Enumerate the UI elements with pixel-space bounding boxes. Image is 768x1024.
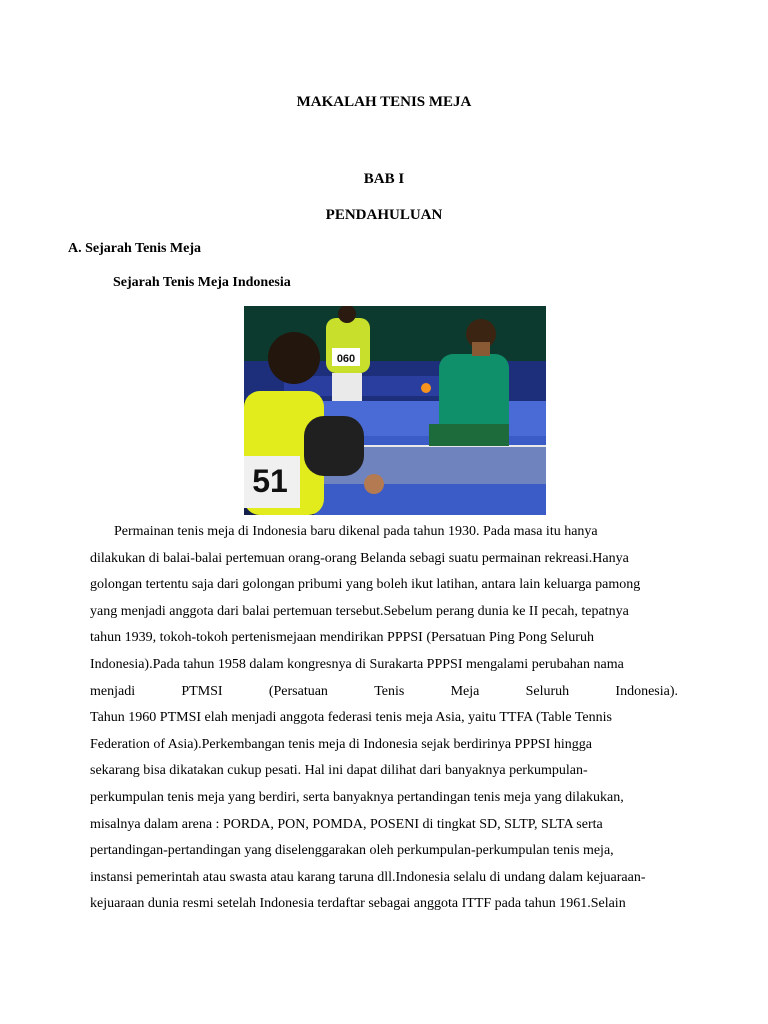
chapter-title: PENDAHULUAN xyxy=(325,207,443,223)
paragraph-line: kejuaraan dunia resmi setelah Indonesia terdaftar sebagai anggota ITTF pada tahun 1961.Selain xyxy=(90,896,626,912)
paragraph-line: tahun 1939, tokoh-tokoh pertenismejaan mendirikan PPPSI (Persatuan Ping Pong Seluruh xyxy=(90,630,594,646)
spread-word: Seluruh xyxy=(525,683,570,699)
paragraph-line: golongan tertentu saja dari golongan pribumi yang boleh ikut latihan, antara lain keluarga pamong xyxy=(90,577,641,593)
document-title: MAKALAH TENIS MEJA xyxy=(296,94,472,110)
photo-illustration xyxy=(244,306,546,515)
table-tennis-photo xyxy=(244,306,546,515)
paragraph-line: perkumpulan tenis meja yang berdiri, serta banyaknya pertandingan tenis meja yang dilakukan, xyxy=(90,789,624,805)
jersey-number-back: 060 xyxy=(336,353,356,365)
paragraph-line: yang menjadi anggota dari balai pertemuan tersebut.Sebelum perang dunia ke II pecah, tepatnya xyxy=(90,603,629,619)
paragraph-line: sekarang bisa dikatakan cukup pesati. Hal ini dapat dilihat dari banyaknya perkumpulan- xyxy=(90,763,588,779)
body-paragraph xyxy=(90,519,678,918)
paragraph-line: Federation of Asia).Perkembangan tenis meja di Indonesia sejak berdirinya PPPSI hingga xyxy=(90,736,592,752)
paragraph-line: instansi pemerintah atau swasta atau karang taruna dll.Indonesia selalu di undang dalam kejuaraan- xyxy=(90,869,646,885)
paragraph-line: pertandingan-pertandingan yang diselenggarakan oleh perkumpulan-perkumpulan tenis meja, xyxy=(90,843,614,859)
paragraph-line: misalnya dalam arena : PORDA, PON, POMDA, POSENI di tingkat SD, SLTP, SLTA serta xyxy=(90,816,603,832)
paragraph-line: Permainan tenis meja di Indonesia baru dikenal pada tahun 1930. Pada masa itu hanya xyxy=(114,524,598,539)
spread-word: menjadi xyxy=(90,683,136,699)
paragraph-line-spread xyxy=(90,679,678,706)
spread-word: Tenis xyxy=(374,683,405,699)
paragraph-line: Indonesia).Pada tahun 1958 dalam kongresnya di Surakarta PPPSI mengalami perubahan nama xyxy=(90,656,624,672)
paragraph-line: Tahun 1960 PTMSI elah menjadi anggota federasi tenis meja Asia, yaitu TTFA (Table Tennis xyxy=(90,710,612,726)
spread-word: Indonesia). xyxy=(615,683,678,699)
subsection-heading: Sejarah Tenis Meja Indonesia xyxy=(113,275,291,290)
spread-word: PTMSI xyxy=(181,683,223,699)
spread-word: Meja xyxy=(450,683,480,699)
paragraph-line: dilakukan di balai-balai pertemuan orang-orang Belanda sebagi suatu permainan rekreasi.Hanya xyxy=(90,550,629,566)
spread-word: (Persatuan xyxy=(268,683,328,699)
section-heading: A. Sejarah Tenis Meja xyxy=(68,241,201,256)
chapter-number: BAB I xyxy=(363,171,405,187)
jersey-number-front: 51 xyxy=(252,463,288,499)
